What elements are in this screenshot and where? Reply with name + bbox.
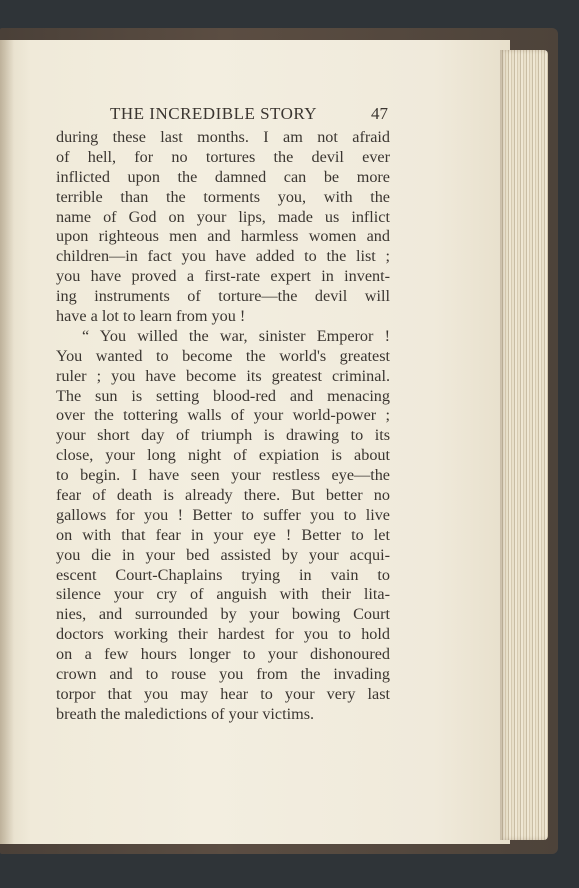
- text-line: torpor that you may hear to your very last: [56, 684, 390, 703]
- text-line: name of God on your lips, made us inflict: [56, 207, 390, 226]
- text-line: during these last months. I am not afraid: [56, 128, 390, 146]
- text-line: “ You willed the war, sinister Emperor !: [82, 326, 390, 345]
- text-line: The sun is setting blood-red and menacing: [56, 386, 390, 405]
- spine-shadow: [0, 40, 14, 844]
- page-edges: [500, 50, 548, 840]
- text-line: terrible than the torments you, with the: [56, 187, 390, 206]
- text-line: of hell, for no tortures the devil ever: [56, 147, 390, 166]
- text-line: fear of death is already there. But better no: [56, 486, 390, 505]
- text-line: on with that fear in your eye ! Better to let: [56, 525, 390, 544]
- text-line: crown and to rouse you from the invading: [56, 665, 390, 684]
- text-line: to begin. I have seen your restless eye—the: [56, 466, 390, 485]
- text-line: You wanted to become the world's greatest: [56, 346, 390, 365]
- text-line: you die in your bed assisted by your acqui-: [56, 545, 390, 564]
- text-line: on a few hours longer to your dishonoured: [56, 645, 390, 664]
- text-line: nies, and surrounded by your bowing Court: [56, 605, 390, 624]
- body-text: [56, 128, 390, 725]
- text-line: have a lot to learn from you !: [56, 307, 246, 326]
- text-line: ing instruments of torture—the devil will: [56, 287, 390, 306]
- text-line: close, your long night of expiation is about: [56, 446, 390, 465]
- text-line: over the tottering walls of your world-power ;: [56, 406, 390, 425]
- text-line: your short day of triumph is drawing to its: [56, 426, 390, 445]
- text-line: gallows for you ! Better to suffer you to live: [56, 505, 390, 524]
- text-line: inflicted upon the damned can be more: [56, 167, 390, 186]
- text-line: doctors working their hardest for you to hold: [56, 625, 390, 644]
- page-number: 47: [371, 104, 388, 123]
- text-line: ruler ; you have become its greatest criminal.: [56, 366, 390, 385]
- text-line: silence your cry of anguish with their lita-: [56, 585, 390, 604]
- text-line: escent Court-Chaplains trying in vain to: [56, 565, 390, 584]
- text-line: upon righteous men and harmless women and: [56, 227, 390, 246]
- text-line: you have proved a first-rate expert in invent-: [56, 267, 390, 286]
- text-line: breath the maledictions of your victims.: [56, 704, 315, 723]
- text-line: children—in fact you have added to the list ;: [56, 247, 390, 266]
- running-title: THE INCREDIBLE STORY: [110, 104, 318, 123]
- page-header: [58, 104, 390, 126]
